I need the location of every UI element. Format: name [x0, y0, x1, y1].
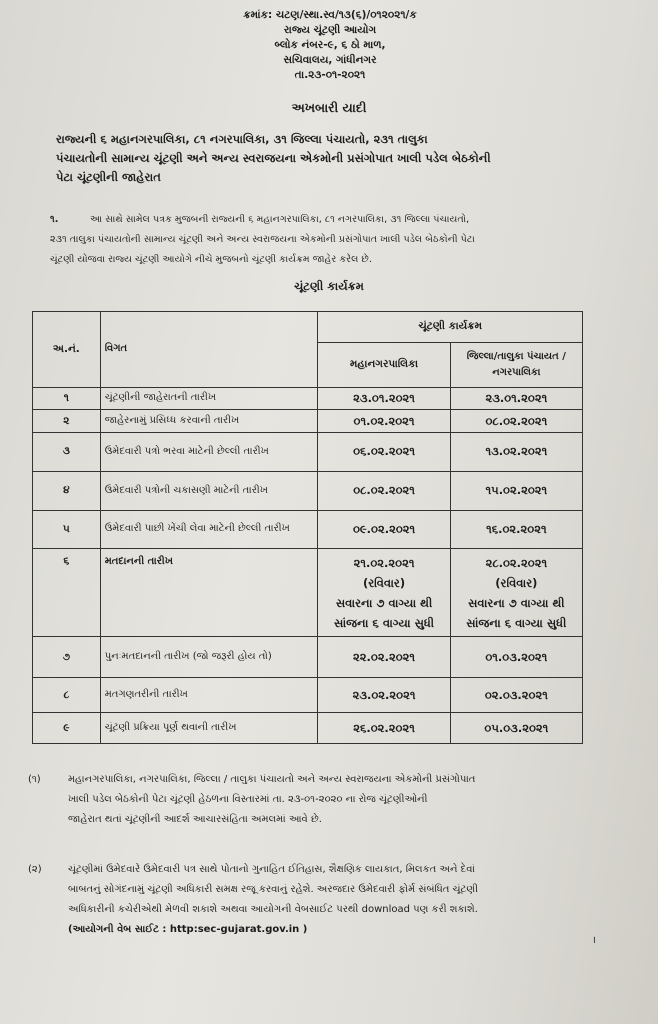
row-number: ૨ [33, 410, 101, 433]
note-line: બાબતનું સોગંદનામું ચૂંટણી અધિકારી સમક્ષ રજૂ કરવાનું રહેશે. અરજદાર ઉમેદવારી ફોર્મ સંબંધિત ચૂંટણી [68, 884, 478, 895]
row-mun-date: ૨૩.૦૨.૨૦૨૧ [318, 678, 450, 713]
note-number: (૨) [28, 864, 42, 875]
poll-end: સાંજના ૬ વાગ્યા સુધી [334, 615, 435, 630]
table-row [33, 432, 583, 471]
poll-end: સાંજના ૬ વાગ્યા સુધી [466, 615, 567, 630]
note-line: અધિકારીની કચેરીએથી મેળવી શકાશે અથવા આયોગની વેબસાઈટ પરથી download પણ કરી શકાશે. [68, 904, 478, 915]
row-mun-date: ૦૯.૦૨.૨૦૨૧ [318, 510, 450, 549]
row-mun-date: ૦૧.૦૨.૨૦૨૧ [318, 410, 450, 433]
row-dist-date: ૦૫.૦૩.૨૦૨૧ [450, 713, 582, 744]
row-detail: મતદાનની તારીખ [100, 549, 318, 637]
subject-line: પંચાયતોની સામાન્ય ચૂંટણી અને અન્ય સ્વરાજયના એકમોની પ્રસંગોપાત ખાલી પડેલ બેઠકોની [56, 151, 491, 165]
poll-date: ૨૧.૦૨.૨૦૨૧ [353, 555, 415, 570]
header-district-taluka: જિલ્લા/તાલુકા પંચાયત / નગરપાલિકા [450, 342, 582, 387]
row-dist-date: ૦૮.૦૨.૨૦૨૧ [450, 410, 582, 433]
table-row [33, 471, 583, 510]
header-program: ચૂંટણી કાર્યક્રમ [318, 312, 583, 343]
note-text [68, 770, 628, 830]
table-row [33, 713, 583, 744]
row-detail: ચૂંટણી પ્રક્રિયા પૂર્ણ થવાની તારીખ [100, 713, 318, 744]
poll-start: સવારના ૭ વાગ્યા થી [468, 595, 565, 610]
website-link[interactable]: (આયોગની વેબ સાઈટ : http:sec-gujarat.gov.in ) [68, 924, 308, 935]
row-detail: ચૂંટણીની જાહેરાતની તારીખ [100, 387, 318, 410]
row-dist-date: ૧૬.૦૨.૨૦૨૧ [450, 510, 582, 549]
row-number: ૯ [33, 713, 101, 744]
note-line: મહાનગરપાલિકા, નગરપાલિકા, જિલ્લા / તાલુકા પંચાયતો અને અન્ય સ્વરાજયના એકમોની પ્રસંગોપાત [68, 774, 476, 785]
note-line: ખાલી પડેલ બેઠકોની પેટા ચૂંટણી હેઠળના વિસ્તારમાં તા. ૨૩-૦૧-૨૦૨૦ ના રોજ ચૂંટણીઓની [68, 794, 428, 805]
subject-line: પેટા ચૂંટણીની જાહેરાત [56, 170, 161, 184]
reference-number: ક્રમાંક: ચટણ/સ્થા.સ્વ/૧૩(૬)/૦૧૨૦૨૧/ક [243, 9, 417, 21]
poll-day: (રવિવાર) [495, 575, 538, 590]
subject [56, 130, 576, 187]
row-number: ૩ [33, 432, 101, 471]
table-row [33, 510, 583, 549]
row-dist-date: ૨૩.૦૧.૨૦૨૧ [450, 387, 582, 410]
row-detail: જાહેરનામું પ્રસિધ્ધ કરવાની તારીખ [100, 410, 318, 433]
row-number: ૬ [33, 549, 101, 637]
row-mun-polling [318, 549, 450, 637]
row-number: ૭ [33, 637, 101, 678]
table-row [33, 387, 583, 410]
paragraph-line: આ સાથે સામેલ પત્રક મુજબની રાજ્યની ૬ મહાનગરપાલિકા, ૮૧ નગરપાલિકા, ૩૧ જિલ્લા પંચાયતો, [90, 214, 470, 225]
row-mun-date: ૨૩.૦૧.૨૦૨૧ [318, 387, 450, 410]
row-mun-date: ૨૨.૦૨.૨૦૨૧ [318, 637, 450, 678]
election-schedule-table [32, 311, 583, 744]
office-address: સચિવાલય, ગાંધીનગર [283, 54, 377, 66]
row-number: ૪ [33, 471, 101, 510]
office-name: રાજ્ય ચૂંટણી આયોગ [283, 24, 377, 36]
corner-mark: । [592, 935, 596, 946]
note-1 [28, 770, 608, 830]
note-2 [28, 860, 608, 950]
row-dist-date: ૧૫.૦૨.૨૦૨૧ [450, 471, 582, 510]
header-serial-no: અ.નં. [33, 312, 101, 388]
note-text [68, 860, 628, 940]
note-line: ચૂંટણીમાં ઉમેદવારે ઉમેદવારી પત્ર સાથે પોતાનો ગુનાહિત ઈતિહાસ, શૈક્ષણિક લાયકાત, મિલકત અને દેવાં [68, 864, 475, 875]
office-header [200, 8, 460, 83]
poll-date: ૨૮.૦૨.૨૦૨૧ [485, 555, 548, 570]
program-title: ચૂંટણી કાર્યક્રમ [294, 279, 364, 293]
row-dist-date: ૦૧.૦૩.૨૦૨૧ [450, 637, 582, 678]
header-municipal-corporation: મહાનગરપાલિકા [318, 342, 450, 387]
note-line: જાહેરાત થતાં ચૂંટણીની આદર્શ આચારસંહિતા અમલમાં આવે છે. [68, 814, 322, 825]
header-detail: વિગત [100, 312, 318, 388]
paragraph-line: ચૂંટણી યોજવા રાજ્ય ચૂંટણી આયોગે નીચે મુજબનો ચૂંટણી કાર્યક્રમ જાહેર કરેલ છે. [50, 254, 372, 265]
table-row [33, 410, 583, 433]
note-number: (૧) [28, 774, 41, 785]
row-mun-date: ૦૮.૦૨.૨૦૨૧ [318, 471, 450, 510]
row-mun-date: ૨૬.૦૨.૨૦૨૧ [318, 713, 450, 744]
row-dist-polling [450, 549, 582, 637]
row-detail: ઉમેદવારી પત્રોની ચકાસણી માટેની તારીખ [100, 471, 318, 510]
table-row [33, 637, 583, 678]
row-detail: મતગણતરીની તારીખ [100, 678, 318, 713]
row-dist-date: ૦૨.૦૩.૨૦૨૧ [450, 678, 582, 713]
row-dist-date: ૧૩.૦૨.૨૦૨૧ [450, 432, 582, 471]
issue-date: તા.૨૩-૦૧-૨૦૨૧ [294, 69, 366, 81]
subject-line: રાજ્યની ૬ મહાનગરપાલિકા, ૮૧ નગરપાલિકા, ૩૧ જિલ્લા પંચાયતો, ૨૩૧ તાલુકા [56, 132, 428, 146]
paragraph-number: ૧. [50, 214, 59, 225]
press-release-title: અખબારી યાદી [291, 100, 367, 115]
block-address: બ્લોક નંબર-૯, ૬ ઠો માળ, [274, 39, 386, 51]
poll-day: (રવિવાર) [362, 575, 406, 590]
paragraph-1 [50, 210, 590, 270]
table-row [33, 678, 583, 713]
row-number: ૮ [33, 678, 101, 713]
paragraph-line: ૨૩૧ તાલુકા પંચાયતોની સામાન્ય ચૂંટણી અને અન્ય સ્વરાજયના એકમોની પ્રસંગોપાત ખાલી પડેલ બેઠકોની પેટા [50, 234, 475, 245]
row-number: ૧ [33, 387, 101, 410]
table-row-polling [33, 549, 583, 637]
row-mun-date: ૦૬.૦૨.૨૦૨૧ [318, 432, 450, 471]
row-number: ૫ [33, 510, 101, 549]
row-detail: ઉમેદવારી પાછી ખેંચી લેવા માટેની છેલ્લી તારીખ [100, 510, 318, 549]
row-detail: ઉમેદવારી પત્રો ભરવા માટેની છેલ્લી તારીખ [100, 432, 318, 471]
poll-start: સવારના ૭ વાગ્યા થી [335, 595, 433, 610]
row-detail: પુનઃમતદાનની તારીખ (જો જરૂરી હોય તો) [100, 637, 318, 678]
